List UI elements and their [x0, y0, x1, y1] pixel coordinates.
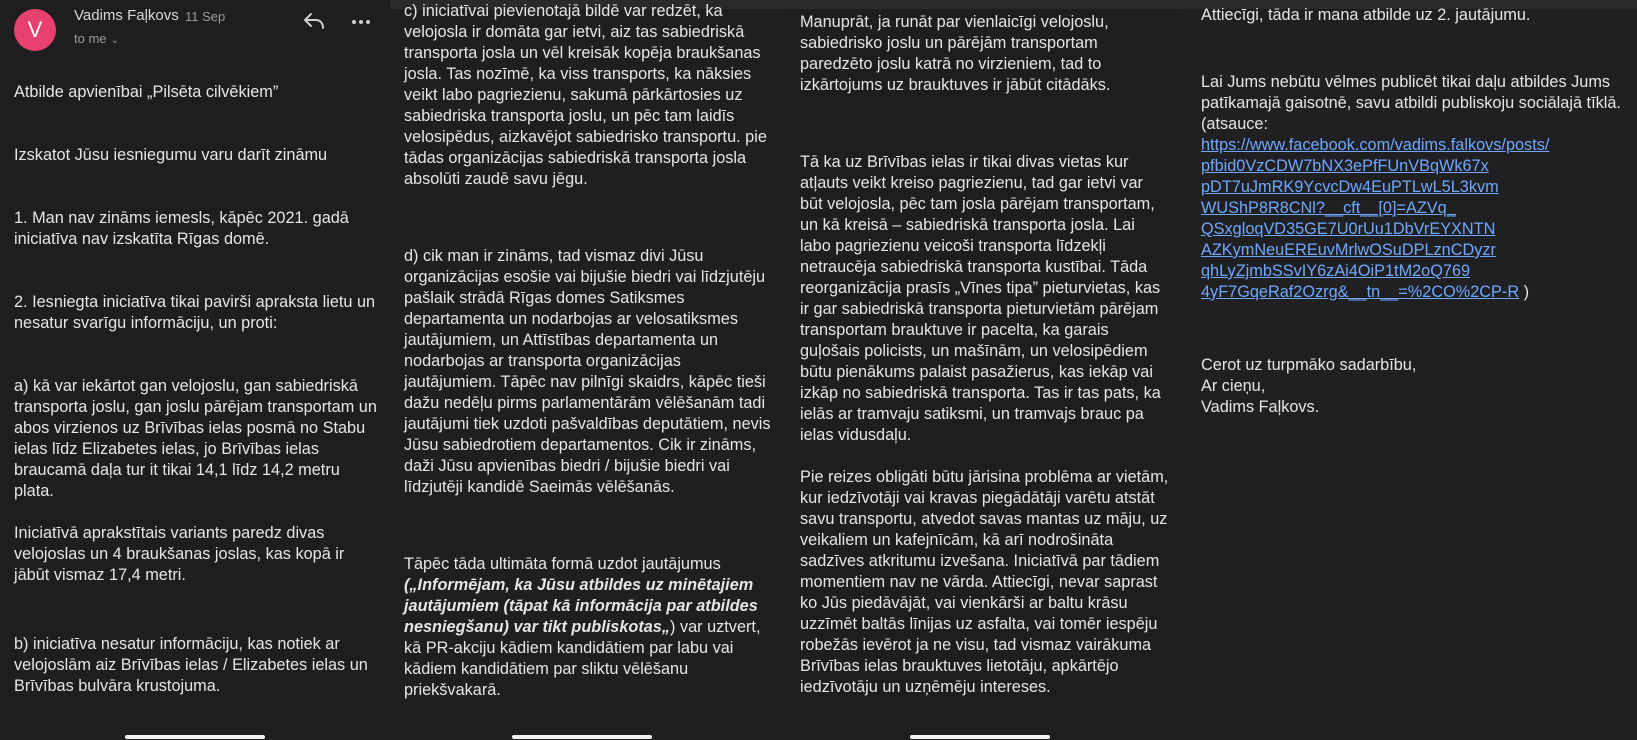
chevron-down-icon: ⌄ [110, 35, 119, 46]
reply-icon[interactable] [302, 10, 326, 32]
closing-line: Cerot uz turpmāko sadarbību, [1201, 356, 1417, 374]
paragraph: Tā ka uz Brīvības ielas ir tikai divas vietas kur atļauts veikt kreiso pagriezienu, tad gar ietvi var būt velojosla, pēc tam josla pārējam transportam, un kā kreisā – sabiedriskā transporta josla. Lai labo pagriezienu veicoši transporta līdzekļi netraucēja sabiedriskā transporta kustībai. Tāda reorganizācija prasīs „Vīnes tipa” pieturvietas, kas ir gar sabiedriskā transporta pieturvietām pārējam transportam brauktuve ir pacelta, ka garais guļošais policists, un mašīnām, un velosipēdiem būtu pienākums palaist pasažierus, kas iekāp vai izkāp no sabiedriskā transporta. Tas ir tas pats, ka ielās ar tramvaju satiksmi, un tramvajs brauc pa ielas vidusdaļu. [800, 153, 1161, 444]
paragraph: c) iniciatīvai pievienotajā bildē var redzēt, ka velojosla ir domāta gar ietvi, aiz tas sabiedriskā transporta josla un vēl kreisāk kopēja braukšanas josla. Tas nozīmē, ka viss transports, ka nāksies veikt labo pagriezienu, sakumā pārkārtosies uz sabiedriska transporta joslu, un pēc tam laidīs velosipēdus, aizkavējot sabiedrisko transportu. pie tādas organizācijas sabiedriskā transporta josla absolūti zaudē savu jēgu. [404, 2, 767, 188]
text-span: Tāpēc tāda ultimāta formā uzdot jautājumus [404, 555, 721, 573]
recipient-label: to me [74, 31, 107, 46]
paragraph: Manuprāt, ja runāt par vienlaicīgi velojoslu, sabiedrisko joslu un pārējām transportam paredzēto joslu katrā no virzieniem, tad to izkārtojums uz brauktuves ir jābūt citādāks. [800, 13, 1111, 94]
home-indicator [910, 735, 1050, 739]
paragraph: Pie reizes obligāti būtu jārisina problēma ar vietām, kur iedzīvotāji vai kravas piegādātāji varētu atstāt savu transportu, atvedot savas mantas uz māju, uz veikaliem un kafejnīcām, kā arī nodrošināta sadzīves atkritumu izvešana. Iniciatīvā par tādiem momentiem nav ne vārda. Attiecīgi, nevar saprast ko Jūs piedāvājāt, vai vienkārši ar baltu krāsu uzzīmēt baltās līnijas uz asfalta, vai tomēr iespēju robežās ievērot ja ne visu, tad vismaz vairākuma Brīvības ielas brauktuves lietotāju, apkārtējo iedzīvotāju un uzņēmēju intereses. [800, 468, 1169, 696]
paragraph: Lai Jums nebūtu vēlmes publicēt tikai daļu atbildes Jums patīkamajā gaisotnē, savu atbildi publiskoju sociālajā tīklā. (atsauce: [1201, 73, 1621, 133]
screenshot-strip-2 [390, 0, 782, 740]
email-body-part-3 [800, 12, 1170, 698]
home-indicator [125, 735, 265, 739]
paragraph: Izskatot Jūsu iesniegumu varu darīt zināmu [14, 146, 328, 164]
greeting: Atbilde apvienībai „Pilsēta cilvēkiem” [14, 83, 279, 101]
status-bar [782, 0, 1178, 9]
email-date: 11 Sep [185, 9, 226, 24]
closing-line: Ar cieņu, [1201, 377, 1266, 395]
facebook-post-link[interactable]: https://www.facebook.com/vadims.falkovs/posts/ pfbid0VzCDW7bNX3ePfFUnVBqWk67x pDT7uJmRK9YcvcDw4EuPTLwL5L3kvm WUShP8R8CNl?__cft__[0]=AZVq_ QSxgloqVD35GE7U0rUu1DbVrEYXNTN AZKymNeuEREuvMrlwOSuDPLznCDyzr qhLyZjmbSSvIY6zAi4OiP1tM2oQ769 4yF7GqeRaf2Ozrg&__tn__=%2CO%2CP-R [1201, 136, 1550, 301]
link-tail: ) [1519, 283, 1530, 301]
avatar[interactable]: V [14, 9, 56, 51]
email-body-part-2 [404, 1, 774, 701]
signature: Vadims Faļkovs. [1201, 398, 1320, 416]
email-body-part-1 [14, 82, 382, 697]
home-indicator [512, 735, 652, 739]
email-body-part-4 [1201, 5, 1629, 418]
paragraph: a) kā var iekārtot gan velojoslu, gan sabiedriskā transporta joslu, gan joslu pārējam transportam un abos virzienos uz Brīvības ielas posmā no Stabu ielas līdz Elizabetes ielas, jo Brīvības ielas braucamā daļa tur it tikai 14,1 līdz 14,2 metru plata. [14, 377, 377, 500]
paragraph: b) iniciatīva nesatur informāciju, kas notiek ar velojoslām aiz Brīvības ielas / Elizabetes ielas un Brīvības bulvāra krustojuma. [14, 635, 368, 695]
quoted-text: („Informējam, ka Jūsu atbildes uz minētajiem jautājumiem (tāpat kā informācija par atbildes nesniegšanu) var tikt publiskotas„ [404, 576, 758, 636]
paragraph [404, 554, 774, 701]
more-icon[interactable] [350, 12, 372, 32]
recipient-toggle[interactable] [74, 31, 119, 46]
screenshot-strip-1 [0, 0, 390, 740]
paragraph: d) cik man ir zināms, tad vismaz divi Jūsu organizācijas esošie vai bijušie biedri vai līdzjutēju pašlaik strādā Rīgas domes Satiksmes departamenta un nodarbojas ar velosatiksmes jautājumiem, un Attīstības departamenta un nodarbojas ar transporta organizācijas jautājumiem. Tāpēc nav pilnīgi skaidrs, kāpēc tieši dažu nedēļu pirms parlamentārām vēlēšanām tadi jautājumi tiek uzdoti pašvaldības deputātiem, nevis Jūsu sabiedrotiem departamentos. Cik ir zināms, daži Jūsu apvienības biedri / bijušie biedri vai līdzjutēji kandidē Saeimās vēlēšanās. [404, 247, 771, 496]
paragraph: Attiecīgi, tāda ir mana atbilde uz 2. jautājumu. [1201, 6, 1531, 24]
screenshot-strip-4 [1178, 0, 1637, 740]
text-span: ) var uztvert, kā PR-akciju kādiem kandidātiem par labu vai kādiem kandidātiem par sliktu vēlēšanu priekšvakarā. [404, 618, 761, 699]
paragraph: Iniciatīvā aprakstītais variants paredz divas velojoslas un 4 braukšanas joslas, kas kopā ir jābūt vismaz 17,4 metri. [14, 524, 345, 584]
facebook-link-paragraph [1201, 135, 1629, 303]
sender-name[interactable]: Vadims Faļkovs [74, 7, 179, 24]
screenshot-strip-3 [782, 0, 1178, 740]
paragraph: 2. Iesniegta iniciatīva tikai pavirši apraksta lietu un nesatur svarīgu informāciju, un proti: [14, 293, 376, 332]
paragraph: 1. Man nav zināms iemesls, kāpēc 2021. gadā iniciatīva nav izskatīta Rīgas domē. [14, 209, 349, 248]
